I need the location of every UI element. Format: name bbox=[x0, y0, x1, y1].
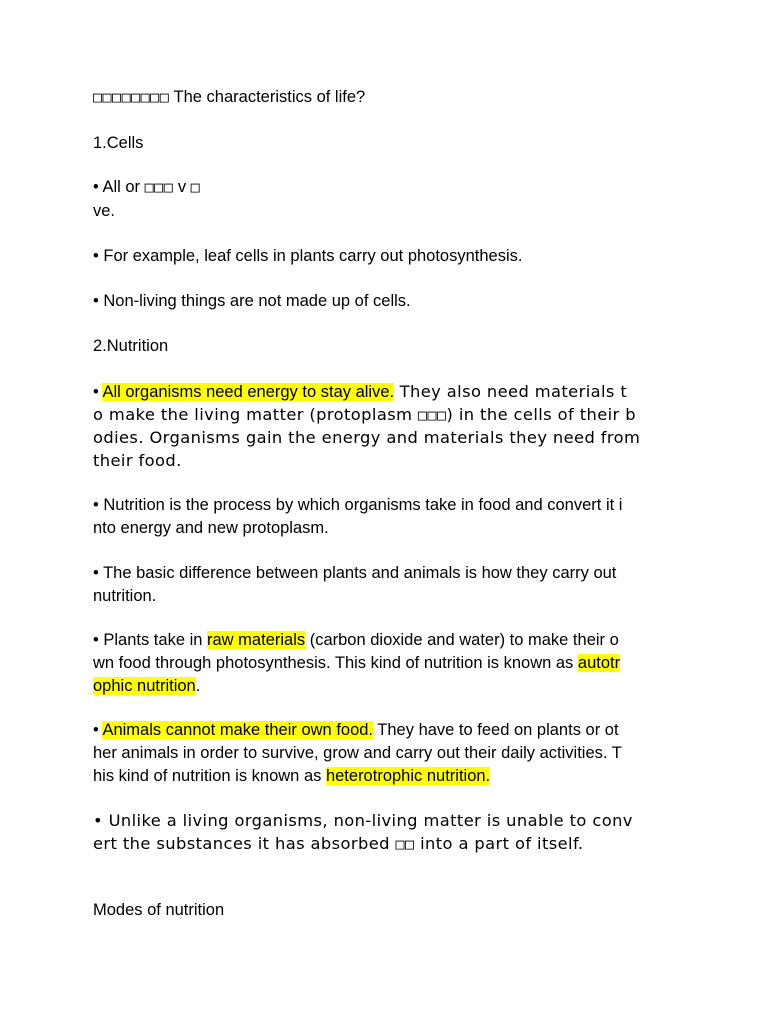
text-run: ) in the cells of their b bbox=[446, 405, 636, 424]
text-run: v bbox=[177, 178, 187, 196]
bullet: • bbox=[93, 721, 103, 739]
text-run: • Plants take in bbox=[93, 631, 208, 649]
text-run: They have to feed on plants or ot bbox=[373, 721, 619, 739]
nutrition-p2-line-2: nto energy and new protoplasm. bbox=[93, 519, 329, 537]
nutrition-p5-line-1 bbox=[93, 719, 619, 742]
nutrition-p4-line-1 bbox=[93, 629, 619, 652]
text-run: into a part of itself. bbox=[414, 834, 584, 853]
nutrition-p5-line-2: her animals in order to survive, grow and carry out their daily activities. T bbox=[93, 744, 622, 762]
highlighted-text: raw materials bbox=[207, 631, 306, 649]
highlighted-text: heterotrophic nutrition. bbox=[325, 767, 491, 785]
nutrition-p1-line-4: their food. bbox=[93, 451, 182, 470]
nutrition-p1-line-1 bbox=[93, 380, 627, 404]
text-run: They also need materials t bbox=[394, 382, 628, 401]
nutrition-p4-line-2 bbox=[93, 652, 620, 675]
title-text: The characteristics of life? bbox=[169, 88, 366, 106]
nutrition-p4-line-3 bbox=[93, 675, 200, 698]
missing-glyph-boxes: □□□ bbox=[417, 406, 447, 424]
missing-glyph-boxes: □□ bbox=[395, 835, 415, 853]
cells-bullet-2: • For example, leaf cells in plants carry out photosynthesis. bbox=[93, 247, 523, 265]
bullet: • bbox=[93, 383, 103, 401]
highlighted-text: All organisms need energy to stay alive. bbox=[102, 383, 395, 401]
highlighted-text: ophic nutrition bbox=[93, 677, 196, 695]
text-run: ert the substances it has absorbed bbox=[93, 834, 396, 853]
highlighted-text: autotr bbox=[577, 654, 621, 672]
nutrition-p6-line-1: • Unlike a living organisms, non-living matter is unable to conv bbox=[93, 811, 633, 830]
text-run: wn food through photosynthesis. This kind of nutrition is known as bbox=[93, 654, 578, 672]
highlighted-text: Animals cannot make their own food. bbox=[102, 721, 374, 739]
missing-glyph-boxes: □ bbox=[190, 178, 201, 196]
text-run: his kind of nutrition is known as bbox=[93, 767, 326, 785]
missing-glyph-boxes: □□□ bbox=[144, 178, 174, 196]
cells-bullet-1-line-2: ve. bbox=[93, 202, 116, 220]
section-heading-cells: 1.Cells bbox=[93, 134, 144, 152]
cells-bullet-3: • Non-living things are not made up of cells. bbox=[93, 292, 411, 310]
text-run: • All or bbox=[93, 178, 141, 196]
nutrition-p3-line-1: • The basic difference between plants and animals is how they carry out bbox=[93, 564, 617, 582]
nutrition-p1-line-3: odies. Organisms gain the energy and materials they need from bbox=[93, 428, 641, 447]
text-run: . bbox=[195, 677, 201, 695]
nutrition-p3-line-2: nutrition. bbox=[93, 587, 157, 605]
nutrition-p2-line-1: • Nutrition is the process by which organisms take in food and convert it i bbox=[93, 496, 623, 514]
missing-glyph-boxes: □□□□□□□□ bbox=[93, 88, 170, 106]
section-heading-nutrition: 2.Nutrition bbox=[93, 337, 169, 355]
text-run: (carbon dioxide and water) to make their o bbox=[305, 631, 619, 649]
cells-bullet-1-line-1 bbox=[93, 176, 200, 199]
section-heading-modes-of-nutrition: Modes of nutrition bbox=[93, 901, 225, 919]
page-title bbox=[93, 86, 365, 109]
nutrition-p1-line-2 bbox=[93, 403, 636, 427]
text-run: o make the living matter (protoplasm bbox=[93, 405, 418, 424]
nutrition-p6-line-2 bbox=[93, 832, 583, 856]
nutrition-p5-line-3 bbox=[93, 765, 490, 788]
